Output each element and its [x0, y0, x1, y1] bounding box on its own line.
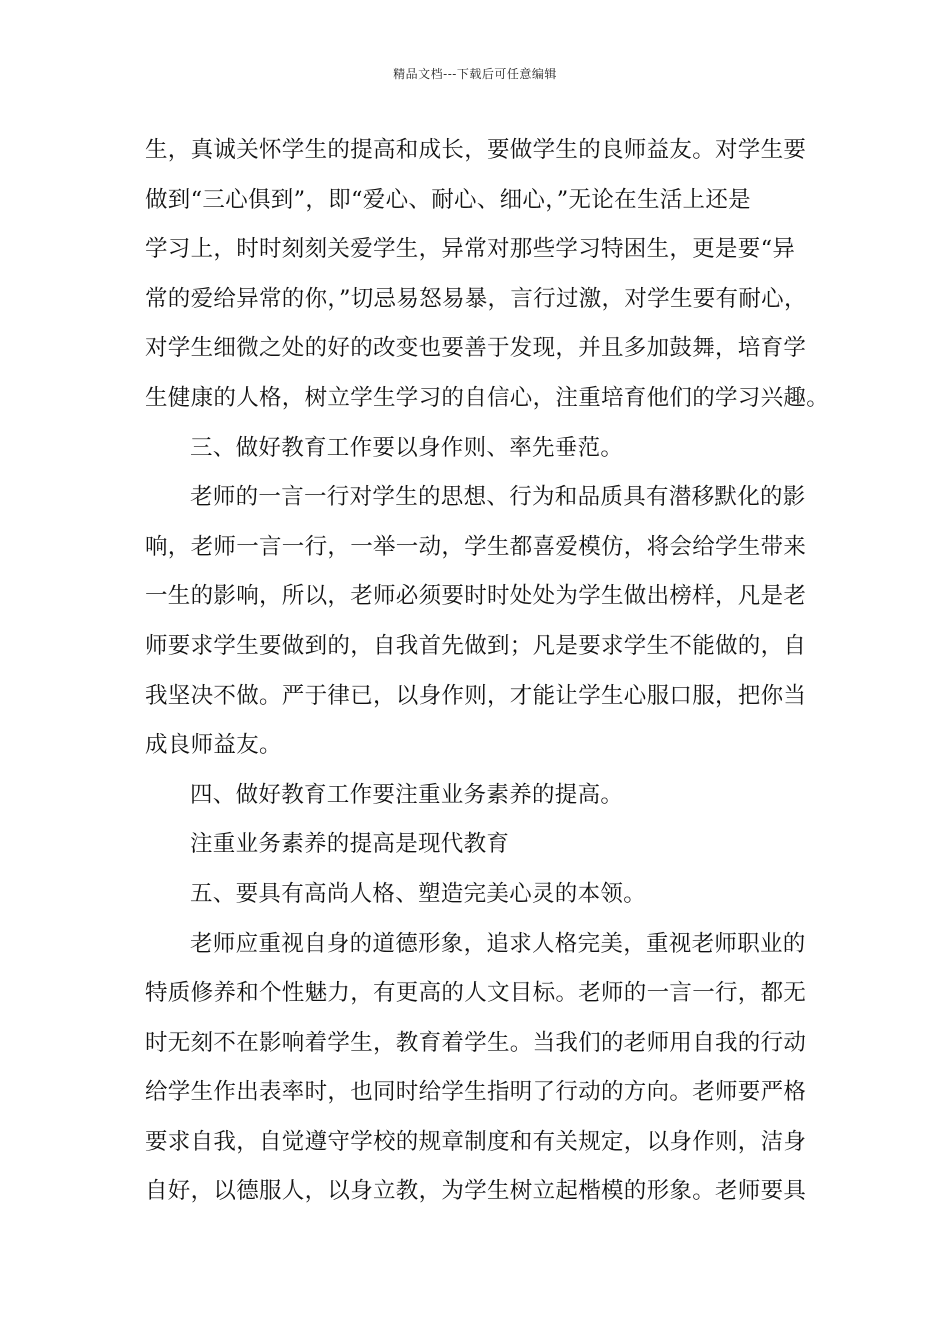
section-heading: 四、做好教育工作要注重业务素养的提高。	[190, 781, 624, 808]
text-line: 生，真诚关怀学生的提高和成长，要做学生的良师益友。对学生要	[145, 137, 807, 163]
document-body	[145, 126, 830, 1217]
text-line: 要求自我，自觉遵守学校的规章制度和有关规定，以身作则，洁身	[145, 1128, 807, 1155]
text-line: 老师应重视自身的道德形象，追求人格完美，重视老师职业的	[190, 930, 806, 957]
text-line: 特质修养和个性魅力，有更高的人文目标。老师的一言一行，都无	[145, 980, 807, 1007]
text-line: 给学生作出表率时，也同时给学生指明了行动的方向。老师要严格	[145, 1079, 807, 1106]
section-heading: 三、做好教育工作要以身作则、率先垂范。	[190, 434, 624, 461]
text-line: 一生的影响，所以，老师必须要时时处处为学生做出榜样，凡是老	[145, 583, 807, 610]
text-line: 时无刻不在影响着学生，教育着学生。当我们的老师用自我的行动	[145, 1029, 807, 1056]
page-header: 精品文档---下载后可任意编辑	[393, 67, 557, 81]
text-line: 做到“三心俱到”，即“爱心、耐心、细心，”无论在生活上还是	[145, 186, 751, 213]
text-line: 师要求学生要做到的，自我首先做到；凡是要求学生不能做的，自	[145, 632, 807, 659]
text-line: 成良师益友。	[145, 732, 282, 759]
text-line: 老师的一言一行对学生的思想、行为和品质具有潜移默化的影	[190, 484, 806, 511]
text-line: 对学生细微之处的好的改变也要善于发现，并且多加鼓舞，培育学	[145, 335, 807, 362]
text-line: 注重业务素养的提高是现代教育	[190, 831, 510, 858]
text-line: 常的爱给异常的你，”切忌易怒易暴，言行过激，对学生要有耐心，	[145, 285, 807, 312]
text-line: 生健康的人格，树立学生学习的自信心，注重培育他们的学习兴趣。	[145, 384, 830, 411]
text-line: 学习上，时时刻刻关爱学生，异常对那些学习特困生，更是要“异	[145, 236, 796, 263]
text-line: 我坚决不做。严于律已，以身作则，才能让学生心服口服，把你当	[145, 682, 807, 709]
text-line: 自好，以德服人，以身立教，为学生树立起楷模的形象。老师要具	[145, 1178, 807, 1205]
text-line: 响，老师一言一行，一举一动，学生都喜爱模仿，将会给学生带来	[145, 533, 807, 560]
section-heading: 五、要具有高尚人格、塑造完美心灵的本领。	[190, 880, 647, 907]
